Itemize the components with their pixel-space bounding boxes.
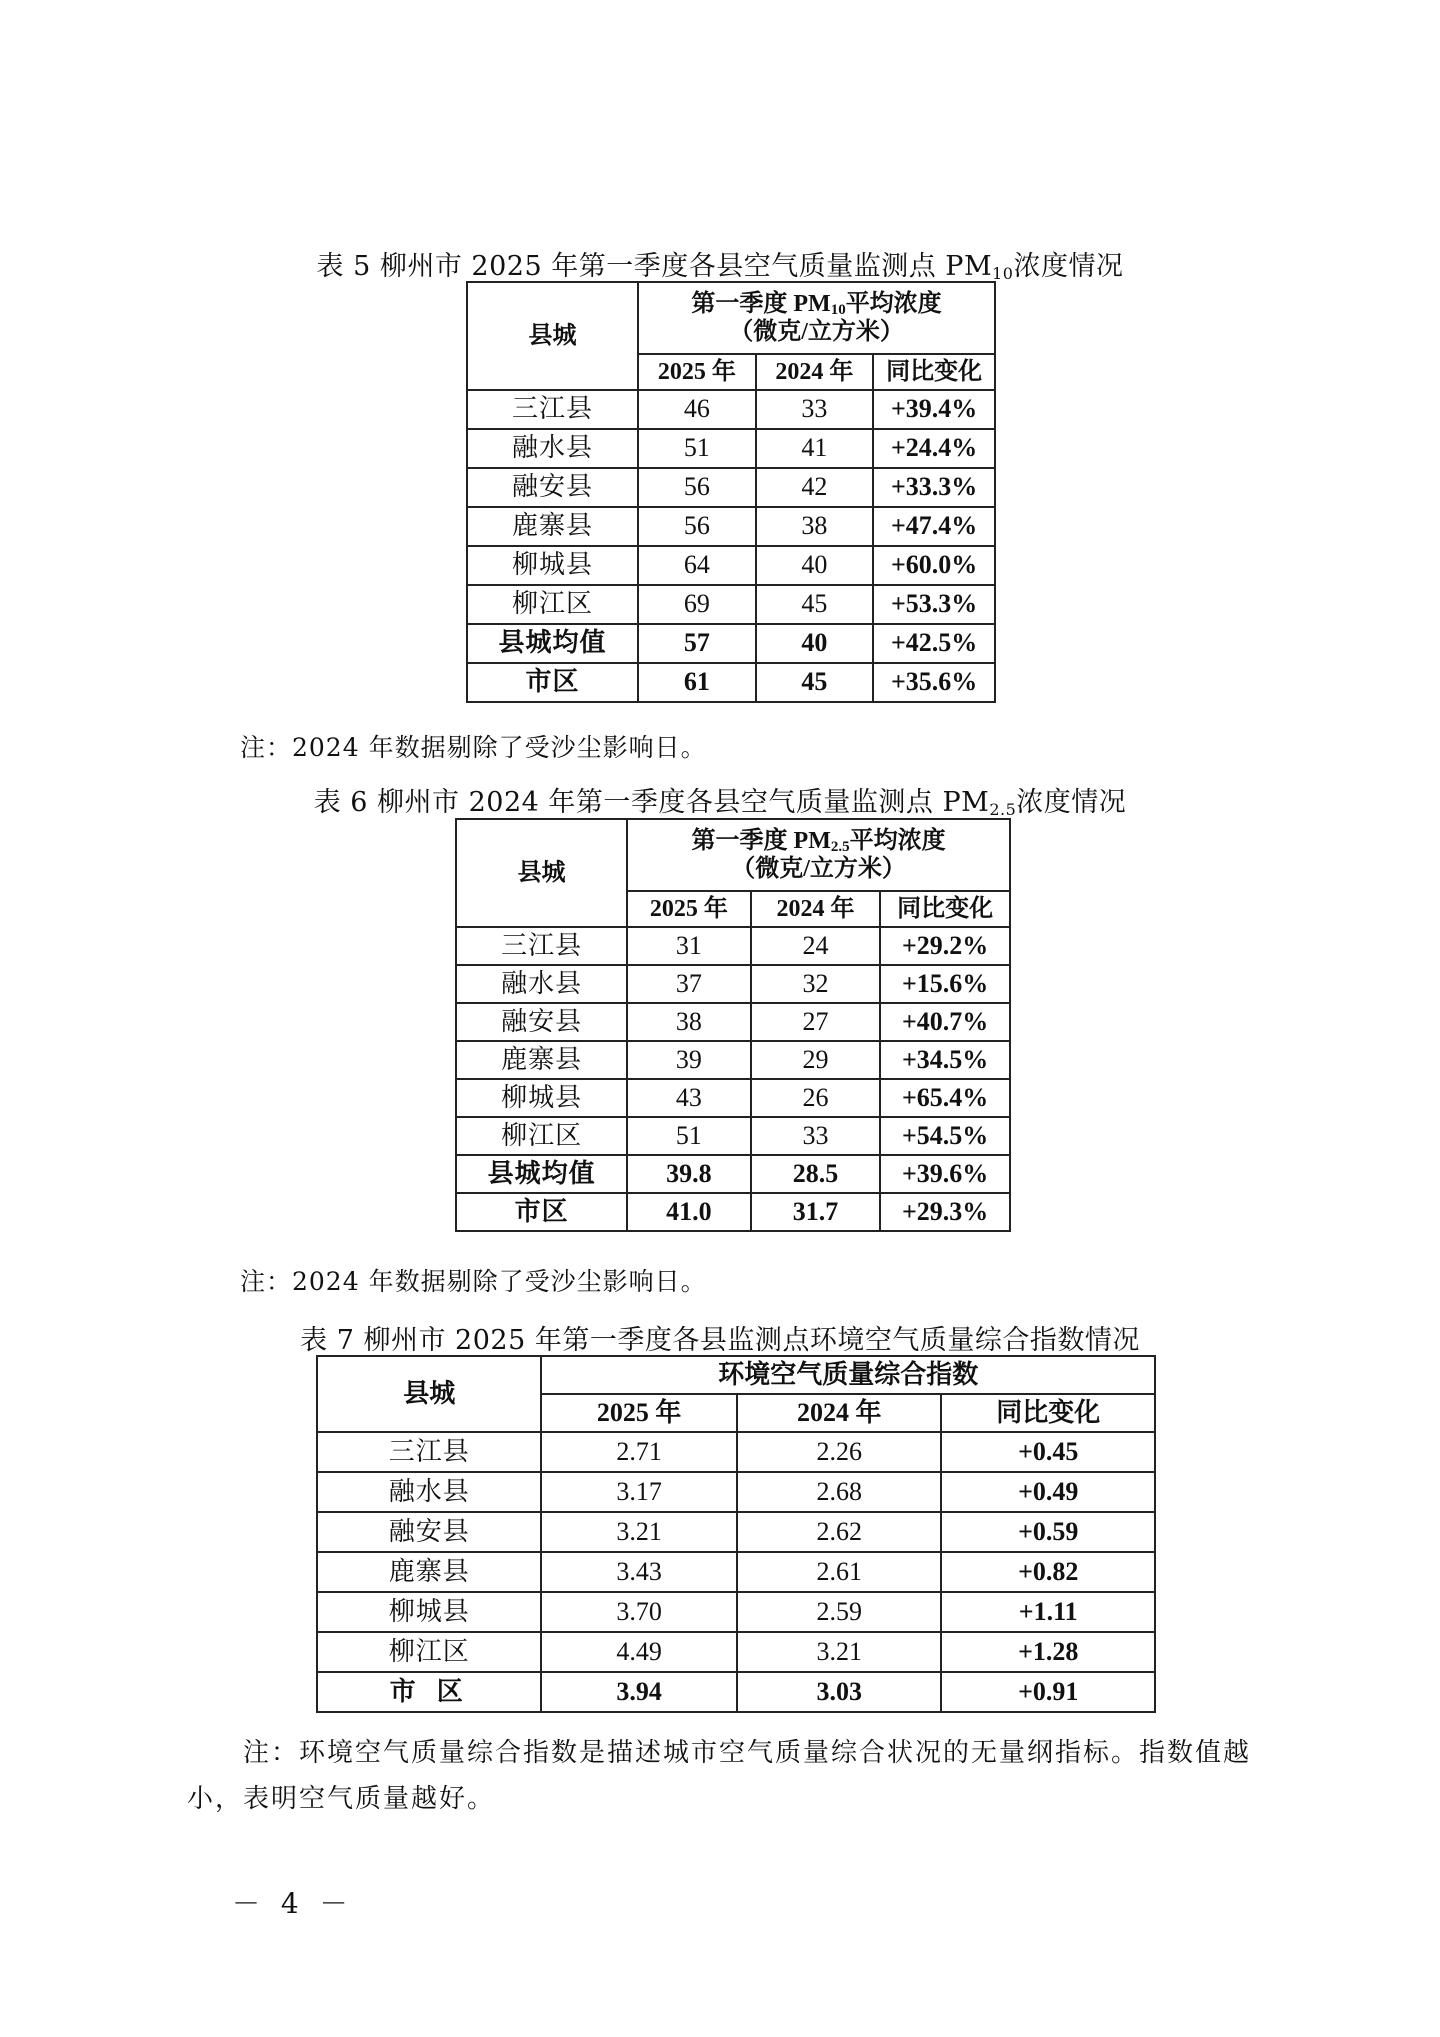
table6-caption: 表 6 柳州市 2024 年第一季度各县空气质量监测点 $PM_{2.5}$浓度情况 (313, 787, 1127, 819)
table-row-average: 县城均值 57 40 +42.5% (467, 624, 995, 663)
table-row: 鹿寨县 39 29 +34.5% (456, 1041, 1010, 1079)
table5-col-2025: 2025 年 (638, 354, 756, 390)
table-row: 柳江区 51 33 +54.5% (456, 1117, 1010, 1155)
table-row: 柳江区 69 45 +53.3% (467, 585, 995, 624)
table7-note: 注：环境空气质量综合指数是描述城市空气质量综合状况的无量纲指标。指数值越小，表明空气质量越好。 (187, 1738, 1252, 1814)
page-number: － 4 － (232, 1887, 354, 1920)
table-row: 鹿寨县 56 38 +47.4% (467, 507, 995, 546)
table5-caption: 表 5 柳州市 2025 年第一季度各县空气质量监测点 $PM_{10}$浓度情况 (316, 251, 1124, 283)
table6-col-2025: 2025 年 (627, 891, 751, 927)
table-row: 鹿寨县 3.43 2.61 +0.82 (317, 1552, 1155, 1592)
table-row-urban: 市区 61 45 +35.6% (467, 663, 995, 702)
table7-header-metric: 环境空气质量综合指数 (541, 1356, 1155, 1394)
table-row-urban: 市区 41.0 31.7 +29.3% (456, 1193, 1010, 1231)
table7 (316, 1355, 1156, 1713)
table7-caption: 表 7 柳州市 2025 年第一季度各县监测点环境空气质量综合指数情况 (300, 1325, 1140, 1356)
table-row: 柳城县 43 26 +65.4% (456, 1079, 1010, 1117)
table-row: 融水县 3.17 2.68 +0.49 (317, 1472, 1155, 1512)
table6 (455, 818, 1011, 1232)
table6-col-2024: 2024 年 (751, 891, 881, 927)
table5-header-metric: 第一季度 $PM_{10}$平均浓度 （微克/立方米） (638, 282, 995, 354)
table-row: 三江县 31 24 +29.2% (456, 927, 1010, 965)
table5-header-county: 县城 (467, 282, 638, 390)
table7-col-2025: 2025 年 (541, 1394, 737, 1432)
table6-note: 注：2024 年数据剔除了受沙尘影响日。 (240, 1267, 707, 1296)
table-row: 三江县 2.71 2.26 +0.45 (317, 1432, 1155, 1472)
table-row: 融安县 3.21 2.62 +0.59 (317, 1512, 1155, 1552)
table-row-urban: 市 区 3.94 3.03 +0.91 (317, 1672, 1155, 1712)
table5-col-change: 同比变化 (873, 354, 995, 390)
table7-col-2024: 2024 年 (737, 1394, 942, 1432)
table-row: 三江县 46 33 +39.4% (467, 390, 995, 429)
table-row: 柳城县 64 40 +60.0% (467, 546, 995, 585)
table-row: 柳城县 3.70 2.59 +1.11 (317, 1592, 1155, 1632)
table-row-average: 县城均值 39.8 28.5 +39.6% (456, 1155, 1010, 1193)
table5 (466, 281, 996, 703)
table6-header-county: 县城 (456, 819, 627, 927)
table6-header-metric: 第一季度 $PM_{2.5}$平均浓度 （微克/立方米） (627, 819, 1010, 891)
table-row: 融水县 37 32 +15.6% (456, 965, 1010, 1003)
table7-header-county: 县城 (317, 1356, 541, 1432)
table-row: 融安县 38 27 +40.7% (456, 1003, 1010, 1041)
table-row: 融安县 56 42 +33.3% (467, 468, 995, 507)
table-row: 融水县 51 41 +24.4% (467, 429, 995, 468)
table5-note: 注：2024 年数据剔除了受沙尘影响日。 (240, 733, 707, 762)
table7-col-change: 同比变化 (941, 1394, 1155, 1432)
table5-col-2024: 2024 年 (756, 354, 874, 390)
table6-col-change: 同比变化 (880, 891, 1010, 927)
table-row: 柳江区 4.49 3.21 +1.28 (317, 1632, 1155, 1672)
